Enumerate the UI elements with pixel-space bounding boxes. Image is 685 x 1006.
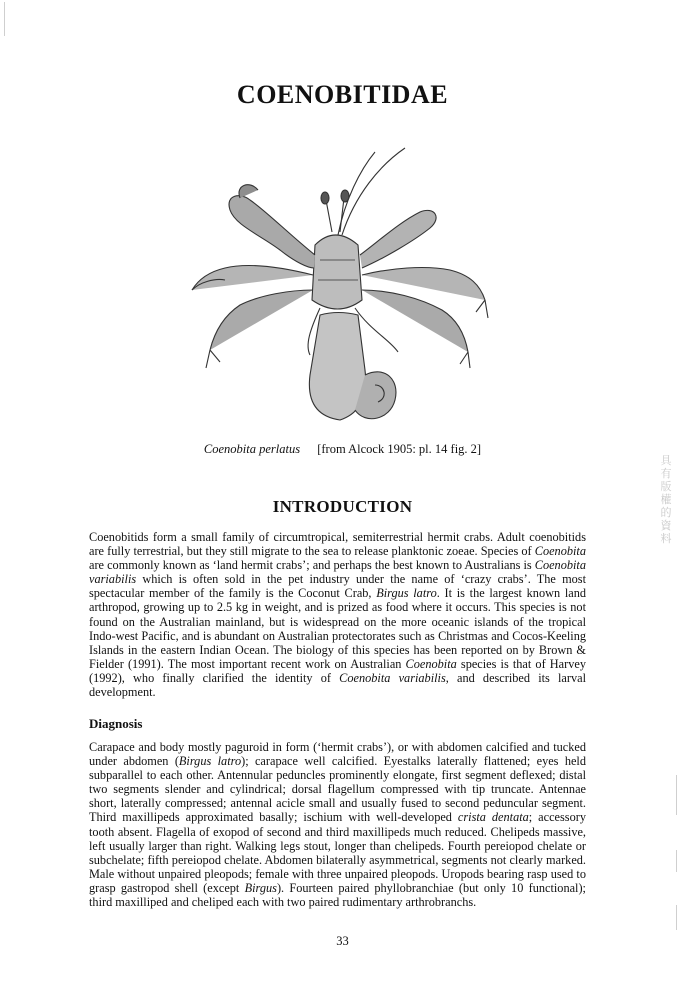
page-number: 33 <box>336 934 349 948</box>
text-run: ; accessory tooth absent. Flagella of exopod of second and third maxillipeds much reduced. Chelipeds massive, left usually larger than right. Walking legs stout, longer than chelipeds. Fourth pereiopod chelate or subchelate; fifth pereiopod chelate. Abdomen bilaterally asymmetrical, segments not clearly marked. Male without unpaired pleopods; female with three unpaired pleopods. Uropods bearing rasp used to grasp gastropod shell (except <box>89 810 586 895</box>
text-run: Carapace and body mostly paguroid in form (‘hermit crabs’), or with abdomen calcified and tucked under abdomen ( <box>89 740 586 769</box>
figure-caption <box>0 442 685 457</box>
text-run: . It is the largest known land arthropod, growing up to 2.5 kg in weight, and is prized as food where it occurs. This species is not found on the Australian mainland, but is widespread on the more oceanic islands of the tropical Indo-west Pacific, and is abundant on Australian protectorates such as Christmas and Cocos-Keeling Islands in the eastern Indian Ocean. The biology of this species has been reported on by Brown & Fielder (1991). The most important recent work on Australian <box>89 586 586 671</box>
introduction-heading: INTRODUCTION <box>272 497 413 516</box>
taxon-name: Birgus latro <box>376 586 437 601</box>
term-name: crista dentata <box>457 810 529 825</box>
diagnosis-paragraph <box>89 740 586 909</box>
taxon-name: Birgus latro <box>178 754 242 769</box>
hermit-crab-illustration <box>180 140 500 430</box>
page-title: COENOBITIDAE <box>236 80 449 109</box>
text-run: , and described its larval development. <box>89 670 586 700</box>
taxon-name: Birgus <box>244 880 277 895</box>
text-run: ). Fourteen paired phyllobranchiae (but only 10 functional); third maxilliped and cheliped each with two paired rudimentary arthrobranchs. <box>89 880 586 910</box>
copyright-watermark: 具有版權的資料 <box>660 454 672 545</box>
diagnosis-heading: Diagnosis <box>89 716 143 731</box>
scan-edge-mark <box>676 850 677 872</box>
text-run: which is often sold in the pet industry under the name of ‘crazy crabs’. The most spectacular member of the family is the Coconut Crab, <box>89 572 586 601</box>
scan-edge-mark <box>4 2 5 36</box>
taxon-name: Coenobita variabilis <box>89 558 586 587</box>
taxon-name: Coenobita <box>534 544 586 559</box>
caption-species: Coenobita perlatus <box>203 442 301 456</box>
introduction-paragraph <box>89 530 586 699</box>
caption-source: [from Alcock 1905: pl. 14 fig. 2] <box>317 442 482 456</box>
scan-edge-mark <box>676 775 677 815</box>
taxon-name: Coenobita <box>405 656 457 671</box>
text-run: species is that of Harvey (1992), who finally clarified the identity of <box>89 656 586 685</box>
scan-edge-mark <box>676 905 677 930</box>
text-run: ); carapace well calcified. Eyestalks laterally flattened; eyes held subparallel to each other. Antennular peduncles prominently elongate, first segment deflexed; distal two segments slender and cylindrical; dorsal flagellum compressed with tip truncate. Antennae short, laterally compressed; antennal acicle small and usually fused to second peduncular segment. Third maxillipeds approximated basally; ischium with well-developed <box>89 754 586 825</box>
text-run: Coenobitids form a small family of circumtropical, semiterrestrial hermit crabs. Adult coenobitids are fully terrestrial, but they still migrate to the sea to release planktonic zoeae. Species of <box>89 530 586 559</box>
text-run: are commonly known as ‘land hermit crabs’; and perhaps the best known to Australians is <box>89 558 535 573</box>
taxon-name: Coenobita variabilis <box>339 670 446 685</box>
